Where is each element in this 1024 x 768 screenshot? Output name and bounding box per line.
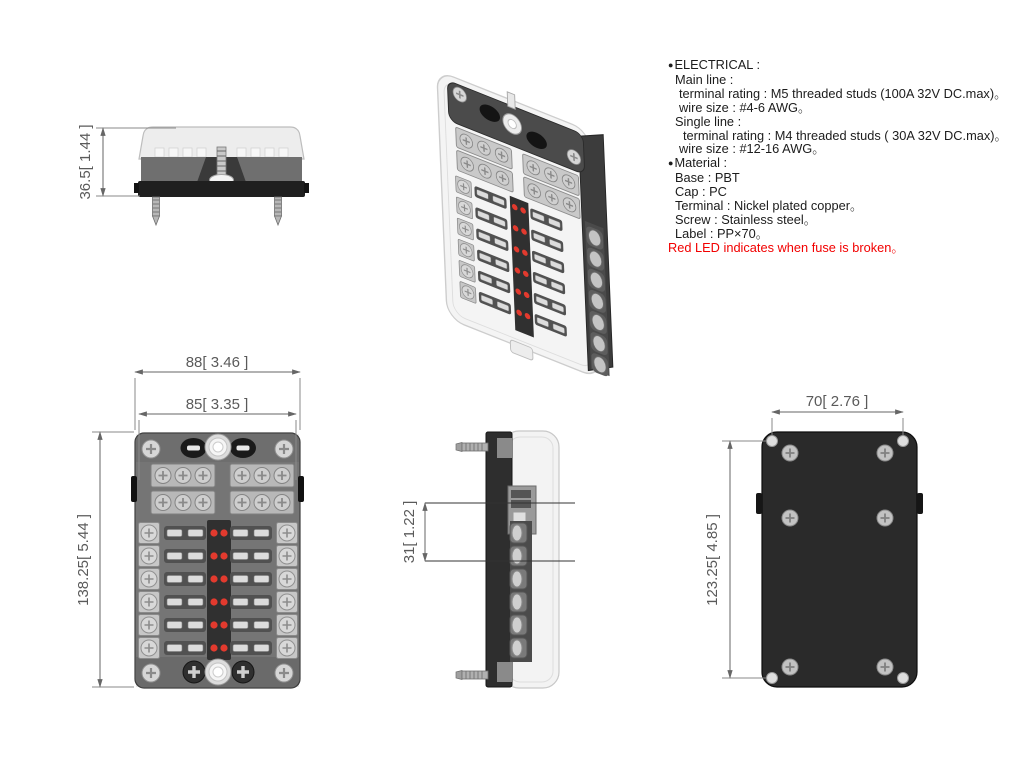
bullet-icon: ● (668, 60, 674, 70)
side-tab-right (304, 183, 309, 193)
spec-line: Base : PBT (675, 170, 740, 186)
side-tab-left (756, 493, 762, 514)
base-profile (486, 432, 512, 687)
led-strip (207, 520, 231, 660)
spec-line: terminal rating : M4 threaded studs ( 30A 32V DC.max)。 (683, 127, 1008, 143)
dim-label-back-hole-width: 70[ 2.76 ] (805, 393, 869, 410)
bullet-icon: ● (668, 158, 674, 169)
base (138, 181, 305, 197)
dim-label-front-height: 138.25[ 5.44 ] (75, 514, 92, 606)
dim-label-front-inner-width: 85[ 3.35 ] (185, 396, 249, 413)
corner-screw-icon (142, 664, 160, 682)
ground-stud (232, 661, 254, 683)
side-terminal-stack (510, 521, 532, 662)
dim-label-front-outer-width: 88[ 3.46 ] (185, 354, 249, 371)
spec-line: Cap : PC (675, 184, 727, 200)
spec-line: ●ELECTRICAL : (668, 57, 761, 72)
screw-boss-top (497, 438, 512, 458)
back-view (704, 393, 923, 687)
spec-line: ●Material : (668, 155, 728, 171)
side-elevation-view (77, 124, 309, 225)
main-stud (205, 659, 231, 685)
dimension-front-height (92, 432, 134, 687)
spec-line: Label : PP×70。 (675, 225, 769, 241)
spec-line: terminal rating : M5 threaded studs (100A 32V DC.max)。 (679, 85, 1007, 101)
spec-line: wire size : #4-6 AWG。 (679, 99, 811, 115)
isometric-view (437, 64, 614, 393)
screw-boss-bottom (497, 662, 512, 682)
side-tab-left (131, 476, 137, 502)
corner-screw-icon (142, 440, 160, 458)
spec-line: Terminal : Nickel plated copper。 (675, 198, 863, 214)
dim-label-back-hole-height: 123.25[ 4.85 ] (704, 514, 721, 606)
spec-line: wire size : #12-16 AWG。 (679, 141, 826, 157)
stud-screw (507, 92, 515, 109)
negative-stud (181, 438, 207, 458)
dim-label-side-height: 36.5[ 1.44 ] (77, 124, 94, 200)
spec-line: Single line : (675, 113, 742, 129)
spec-line-red-led-note: Red LED indicates when fuse is broken。 (668, 239, 905, 255)
ground-stud (183, 661, 205, 683)
side-tab-right (298, 476, 304, 502)
mounting-screw-icon (153, 197, 160, 225)
negative-stud (230, 438, 256, 458)
front-view (75, 354, 304, 688)
corner-screw-icon (275, 440, 293, 458)
side-profile-view (401, 431, 575, 688)
corner-screw-icon (275, 664, 293, 682)
spec-line: Main line : (675, 71, 734, 87)
mounting-screw-side-icon (456, 671, 488, 680)
main-stud (205, 434, 231, 460)
dimension-back-hole-height (722, 441, 766, 678)
specifications-block (668, 58, 1020, 255)
side-tab-left (134, 183, 139, 193)
back-body (762, 432, 917, 687)
dim-label-side-depth: 31[ 1.22 ] (401, 500, 418, 564)
side-tab-right (917, 493, 923, 514)
mounting-screw-icon (275, 197, 282, 225)
mounting-screw-side-icon (456, 443, 488, 452)
spec-line: Screw : Stainless steel。 (675, 211, 817, 227)
